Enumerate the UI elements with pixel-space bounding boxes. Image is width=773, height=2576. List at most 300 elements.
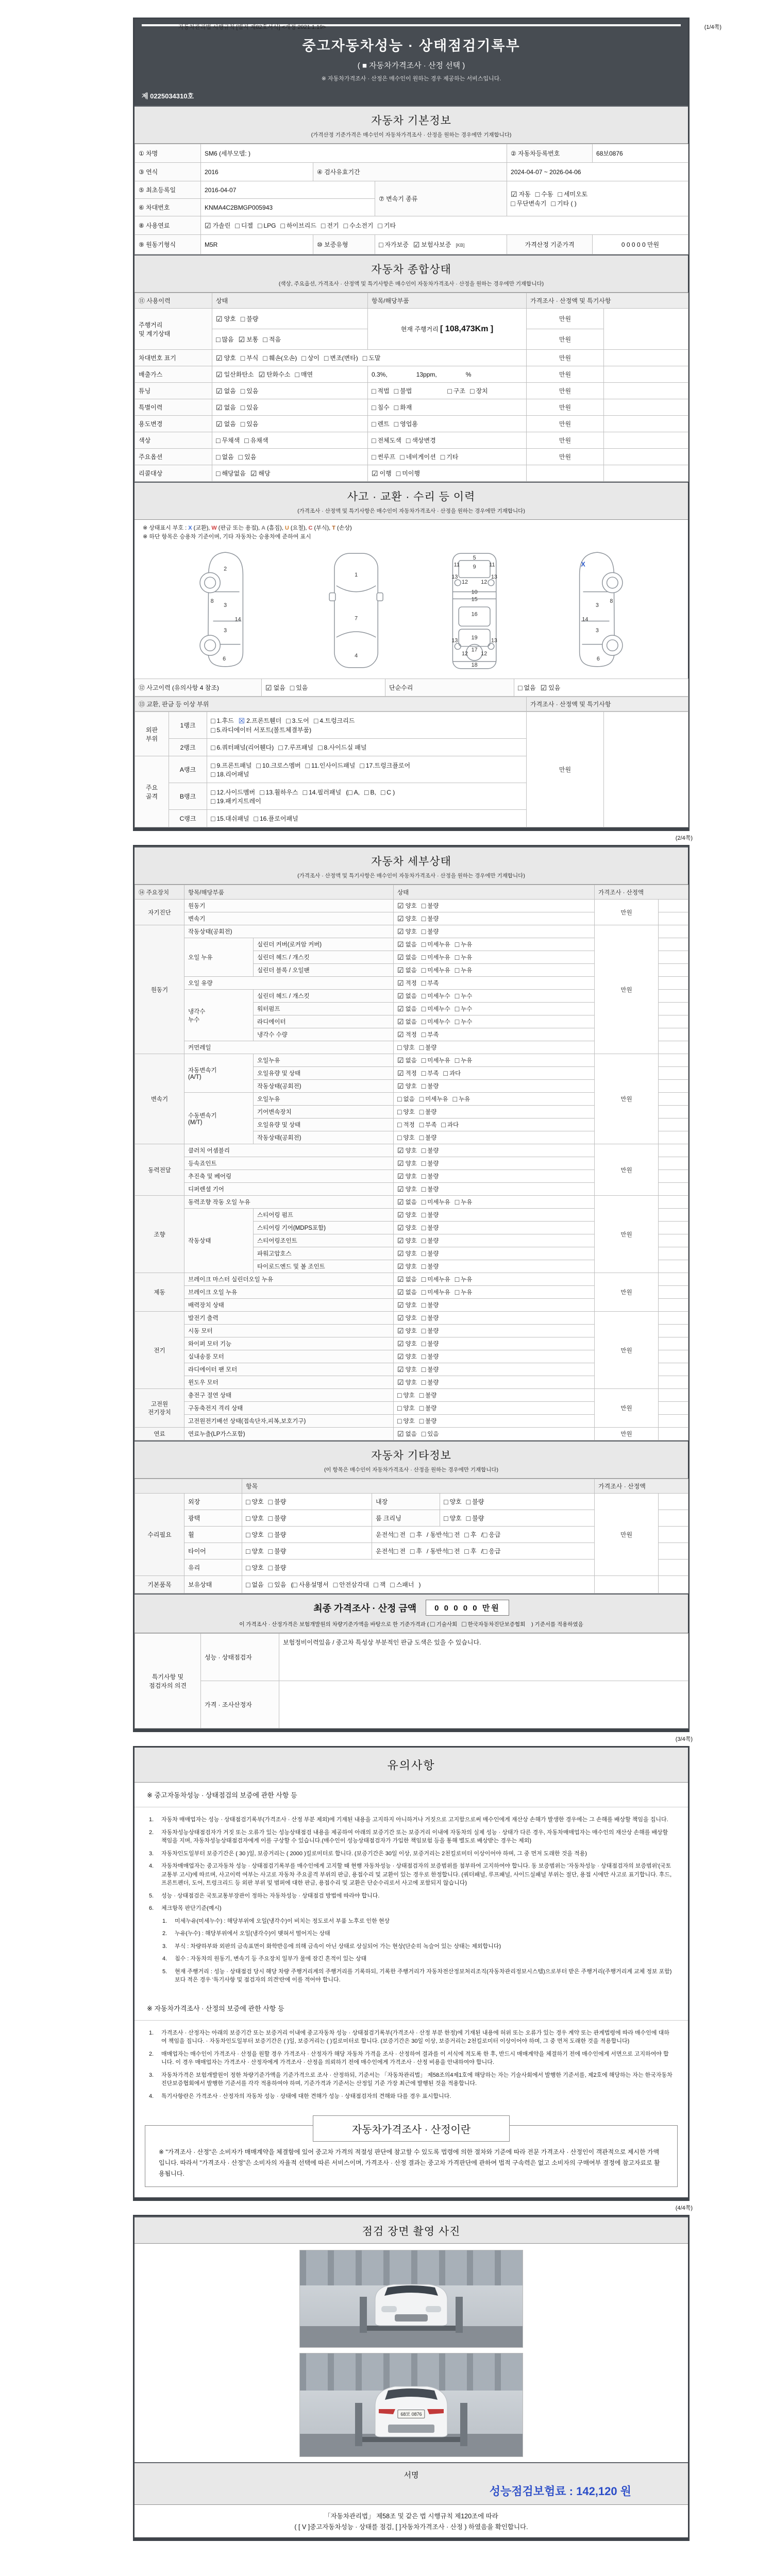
table-cell: 성능 · 상태점검자 [201, 1634, 279, 1681]
checkbox-unchecked[interactable]: □ 있음 [240, 419, 259, 428]
checkbox-checked[interactable]: ☑ 양호 [397, 1159, 417, 1167]
checkbox-checked[interactable]: ☑ 보험사보증 [413, 240, 451, 249]
checkbox-unchecked[interactable]: □ 스패너 [390, 1581, 414, 1589]
checkbox-unchecked[interactable]: □ 불량 [268, 1547, 287, 1555]
checkbox-unchecked[interactable]: □ 미세누유 [421, 953, 450, 961]
checkbox-unchecked[interactable]: □ 많음 [216, 335, 234, 344]
checkbox-unchecked[interactable]: □ 누수 [455, 1017, 473, 1026]
table-cell: 기어변속장치 [254, 1106, 394, 1118]
checkbox-unchecked[interactable]: □ 해당없음 [216, 469, 246, 478]
checkbox-unchecked[interactable]: □ 전 [448, 1531, 460, 1539]
checkbox-unchecked[interactable]: □ 자가보증 [379, 240, 409, 249]
checkbox-unchecked[interactable]: □ 불량 [268, 1564, 287, 1572]
checkbox-unchecked[interactable]: □ 썬루프 [372, 453, 396, 461]
checkbox-unchecked[interactable]: □ 양호 [397, 1391, 415, 1399]
text: / 동반석 [426, 1531, 448, 1538]
checkbox-glyph: □ [397, 1133, 402, 1142]
checkbox-unchecked[interactable]: □ 양호 [246, 1547, 264, 1555]
checkbox-unchecked[interactable]: □ 적법 [372, 387, 390, 395]
checkbox-glyph: □ [394, 420, 399, 428]
checkbox-checked[interactable]: ☑ 양호 [216, 353, 236, 362]
note-item [149, 1850, 674, 1858]
checkbox-unchecked[interactable]: □ 16.플로어패널 [254, 815, 298, 823]
checkbox-unchecked[interactable]: □ 전 [393, 1531, 406, 1539]
table-cell [394, 1299, 595, 1312]
checkbox-unchecked[interactable]: □ 13.휠하우스 [260, 788, 298, 796]
checkbox-unchecked[interactable]: □ 디젤 [235, 221, 253, 230]
note-text: 자동차매매업자는 중고자동차 성능 · 상태점검기록부를 매수인에게 고지할 때 현행 자동차성능 · 상태점검자의 보증범위를 첨부하여 고지하여야 합니다. 동 보증범위는 '자동차성능 · 상태점검자의 보증범위'(국토교통부 고시)에 따르며, 사고이력 여부는 사고로 자동차 주요골격 부위의 판금, 용접수리 및 교환이 있는 경우로 한정합니다. (쿼터패널, 루프패널, 사이드실패널 부위는 절단, 용접 시에만 사고로 표기합니다. 후드, 프론트펜더, 도어, 트렁크리드 등 외판 부위 및 범퍼에 대한 판금, 용접수리 및 교환은 단순수리로서 사고에 포함되지 않습니다) [161, 1863, 672, 1886]
checkbox-unchecked[interactable]: □ 누유 [455, 1197, 473, 1206]
note-item [149, 2029, 674, 2046]
checkbox-unchecked[interactable]: □ 불량 [421, 1184, 439, 1193]
table-row [135, 1389, 688, 1402]
checkbox-unchecked[interactable]: □ 12.사이드멤버 [211, 788, 256, 796]
checkbox-checked[interactable]: ☑ 양호 [397, 927, 417, 936]
checkbox-unchecked[interactable]: □ 불량 [421, 1159, 439, 1167]
checkbox-unchecked[interactable]: □ 9.프론트패널 [211, 761, 252, 770]
checkbox-unchecked[interactable]: □ 불량 [421, 1352, 439, 1361]
checkbox-unchecked[interactable]: □ 없음 [518, 683, 536, 692]
checkbox-unchecked[interactable]: □ 부족 [421, 1030, 439, 1039]
checkbox-unchecked[interactable]: □ 미세누유 [419, 1095, 448, 1103]
checkbox-unchecked[interactable]: □ 누유 [455, 940, 473, 948]
note-number: 5. [162, 1968, 167, 1975]
checkbox-checked[interactable]: ☑ 이행 [372, 469, 392, 478]
checkbox-unchecked[interactable]: □ 무채색 [216, 436, 240, 445]
checkbox-unchecked[interactable]: □ 유채색 [244, 436, 268, 445]
checkbox-unchecked[interactable]: □ 19.패키지트레이 [211, 796, 261, 805]
table-row [135, 1312, 688, 1325]
checkbox-glyph: □ [421, 965, 426, 974]
checkbox-unchecked[interactable]: □ 불량 [421, 1236, 439, 1245]
checkbox-unchecked[interactable]: □ 불량 [421, 1300, 439, 1309]
diagram-part-number: 3 [595, 628, 599, 634]
checkbox-unchecked[interactable]: □ 후 [410, 1531, 422, 1539]
checkbox-unchecked[interactable]: □ 불량 [421, 1313, 439, 1322]
checkbox-glyph: □ [293, 1581, 297, 1589]
checkbox-unchecked[interactable]: □ 구조 [447, 387, 465, 395]
notes-list-1 [135, 1807, 688, 1996]
checkbox-unchecked[interactable]: □ 불량 [421, 901, 439, 910]
checkbox-unchecked[interactable]: □ 전 [393, 1547, 406, 1555]
checkbox-unchecked[interactable]: □ 미세누유 [421, 1197, 450, 1206]
checkbox-unchecked[interactable]: □ 14.필러패널 [303, 788, 342, 796]
text: (교환), [192, 525, 212, 531]
checkbox-glyph: □ [421, 1081, 426, 1090]
checkbox-glyph: □ [421, 1223, 426, 1232]
checkbox-unchecked[interactable]: □ 무단변속기 [511, 199, 547, 208]
note-subitem [162, 1942, 674, 1951]
table-cell: 파워고압호스 [254, 1247, 394, 1260]
checkbox-checked[interactable]: ☑ 양호 [397, 1352, 417, 1361]
checkbox-unchecked[interactable]: □ 불량 [419, 1133, 437, 1142]
table-cell [368, 449, 527, 465]
table-cell [368, 416, 527, 432]
checkbox-checked[interactable]: ☑ 양호 [397, 914, 417, 923]
checkbox-unchecked[interactable]: □ 적정 [397, 1121, 415, 1129]
checkbox-unchecked[interactable]: □ 있음 [290, 683, 308, 692]
checkbox-unchecked[interactable]: □ 없음 [216, 453, 234, 461]
checkbox-unchecked[interactable]: □ 미세누유 [421, 1056, 450, 1064]
table-cell: 휠 [184, 1527, 242, 1543]
checkbox-unchecked[interactable]: □ 기타 [440, 453, 459, 461]
checkbox-unchecked[interactable]: □ 과다 [443, 1069, 461, 1077]
page-4 [133, 2215, 690, 2541]
page-marker-4: (4/4쪽) [675, 2205, 693, 2211]
table-cell [394, 912, 595, 925]
checkbox-checked[interactable]: ☑ 양호 [397, 1184, 417, 1193]
checkbox-unchecked[interactable]: □ 수동 [535, 190, 553, 198]
checkbox-unchecked[interactable]: □ 도말 [362, 353, 381, 362]
checkbox-unchecked[interactable]: □ 사용설명서 [293, 1581, 329, 1589]
checkbox-glyph: □ [535, 190, 540, 198]
checkbox-checked[interactable]: ☑ 없음 [397, 940, 417, 948]
checkbox-unchecked[interactable]: □ LPG [258, 221, 276, 230]
checkbox-unchecked[interactable]: □ 변조(변타) [324, 353, 358, 362]
text: ( [291, 1581, 293, 1588]
table-cell [659, 1080, 688, 1093]
table-cell [394, 1093, 595, 1106]
table-cell [212, 383, 368, 399]
inspection-photo-rear [299, 2353, 523, 2457]
checkbox-unchecked[interactable]: □ 응급 [482, 1547, 501, 1555]
checkbox-unchecked[interactable]: □ 적음 [263, 335, 281, 344]
checkbox-unchecked[interactable]: □ 양호 [397, 1417, 415, 1425]
checkbox-unchecked[interactable]: □ 후 [464, 1531, 477, 1539]
checkbox-checked[interactable]: ☑ 양호 [397, 1339, 417, 1348]
checkbox-unchecked[interactable]: □ 불량 [421, 927, 439, 936]
checkbox-unchecked[interactable]: □ 양호 [246, 1498, 264, 1506]
checkbox-checked[interactable]: ☑ 적정 [397, 1030, 417, 1039]
checkbox-unchecked[interactable]: □ 응급 [482, 1531, 501, 1539]
checkbox-checked[interactable]: ☑ 보통 [238, 335, 259, 344]
section-title: 사고 · 교환 · 수리 등 이력 [347, 491, 476, 503]
checkbox-unchecked[interactable]: □ B, [364, 788, 376, 796]
table-cell: C랭크 [169, 810, 207, 827]
checkbox-glyph: ☑ [397, 1081, 404, 1090]
checkbox-unchecked[interactable]: □ 미세누수 [421, 1004, 450, 1013]
checkbox-unchecked[interactable]: □ A, [348, 788, 360, 796]
checkbox-unchecked[interactable]: □ 누유 [455, 1287, 473, 1296]
checkbox-unchecked[interactable]: □ 있음 [240, 403, 259, 412]
table-cell [394, 977, 595, 990]
table-cell [659, 1273, 688, 1286]
checkbox-checked[interactable]: ☑ 양호 [397, 1365, 417, 1374]
table-cell [604, 350, 688, 366]
checkbox-checked[interactable]: ☑ 가솔린 [205, 221, 231, 230]
checkbox-unchecked[interactable]: □ 후 [464, 1547, 477, 1555]
checkbox-checked[interactable]: ☑ 적정 [397, 1069, 417, 1077]
checkbox-checked[interactable]: ☑ 양호 [216, 314, 236, 323]
checkbox-unchecked[interactable]: □ 렌트 [372, 420, 390, 428]
checkbox-checked[interactable]: ☑ 적정 [397, 978, 417, 987]
checkbox-unchecked[interactable]: □ 부족 [419, 1121, 437, 1129]
table-cell: 오일 유량 [184, 977, 394, 990]
checkbox-checked[interactable]: ☑ 양호 [397, 1146, 417, 1155]
checkbox-checked[interactable]: ☑ 없음 [216, 386, 236, 395]
checkbox-unchecked[interactable]: □ 미세누유 [421, 965, 450, 974]
checkbox-unchecked[interactable]: □ 불량 [419, 1108, 437, 1116]
table-cell [659, 912, 688, 925]
checkbox-unchecked[interactable]: □ 하이브리드 [280, 221, 316, 230]
checkbox-unchecked[interactable]: □ 불량 [421, 914, 439, 923]
checkbox-unchecked[interactable]: □ 15.대쉬패널 [211, 815, 249, 823]
basic-info-table [135, 144, 688, 255]
table-cell [394, 1389, 595, 1402]
checkbox-unchecked[interactable]: □ 미세누유 [421, 1275, 450, 1283]
checkbox-glyph: ☒ [238, 717, 245, 725]
checkbox-glyph: ☑ [397, 1339, 404, 1348]
checkbox-unchecked[interactable]: □ 불량 [421, 1081, 439, 1090]
table-cell: 리콜대상 [135, 465, 212, 482]
checkbox-unchecked[interactable]: □ 양호 [397, 1043, 415, 1052]
diagram-part-number: 14 [234, 616, 241, 623]
checkbox-unchecked[interactable]: □ 전체도색 [372, 436, 401, 445]
checkbox-glyph: □ [419, 1121, 424, 1129]
checkbox-unchecked[interactable]: □ 없음 [397, 1095, 415, 1103]
checkbox-unchecked[interactable]: □ 양호 [444, 1514, 462, 1522]
table-cell [527, 465, 604, 482]
checkbox-glyph: □ [421, 940, 426, 948]
checkbox-unchecked[interactable]: □ 불량 [268, 1531, 287, 1539]
checkbox-unchecked[interactable]: □ 불량 [421, 1249, 439, 1258]
checkbox-unchecked[interactable]: □ 네비게이션 [400, 453, 436, 461]
checkbox-unchecked[interactable]: □ 불량 [421, 1326, 439, 1335]
checkbox-unchecked[interactable]: □ 미세누유 [421, 1287, 450, 1296]
checkbox-checked[interactable]: ☑ 양호 [397, 1081, 417, 1090]
checkbox-checked[interactable]: ☑ 없음 [397, 965, 417, 974]
table-cell: 커먼레일 [184, 1041, 394, 1054]
checkbox-unchecked[interactable]: □ 불량 [421, 1378, 439, 1386]
checkbox-unchecked[interactable]: □ 있음 [268, 1581, 287, 1589]
checkbox-unchecked[interactable]: □ 미세누수 [421, 991, 450, 1000]
checkbox-unchecked[interactable]: □ 전기 [321, 221, 339, 230]
table-cell: 발전기 출력 [184, 1312, 394, 1325]
checkbox-checked[interactable]: ☑ 해당 [250, 469, 271, 478]
checkbox-unchecked[interactable]: □ 영업용 [394, 420, 418, 428]
checkbox-unchecked[interactable]: □ 부식 [240, 353, 259, 362]
checkbox-unchecked[interactable]: □ 안전삼각대 [333, 1581, 369, 1589]
checkbox-unchecked[interactable]: □ 전 [448, 1547, 460, 1555]
checkbox-glyph: □ [394, 387, 399, 395]
table-cell [659, 1510, 688, 1527]
checkbox-unchecked[interactable]: □ 색상변경 [406, 436, 436, 445]
checkbox-unchecked[interactable]: □ 3.도어 [286, 717, 309, 725]
checkbox-checked[interactable]: ☑ 있음 [540, 683, 561, 692]
checkbox-glyph: □ [268, 1531, 273, 1539]
checkbox-unchecked[interactable]: □ 누유 [455, 1056, 473, 1064]
checkbox-unchecked[interactable]: □ 수소전기 [343, 221, 374, 230]
checkbox-unchecked[interactable]: □ 17.트렁크플로어 [360, 761, 411, 770]
checkbox-unchecked[interactable]: □ 양호 [397, 1404, 415, 1412]
checkbox-unchecked[interactable]: □ 있음 [238, 453, 257, 461]
checkbox-unchecked[interactable]: □ 훼손(오손) [263, 353, 297, 362]
checkbox-checked[interactable]: ☑ 탄화수소 [258, 370, 291, 379]
checkbox-checked[interactable]: ☑ 일산화탄소 [216, 370, 254, 379]
checkbox-unchecked[interactable]: □ 상이 [301, 353, 320, 362]
checkbox-checked[interactable]: ☑ 없음 [397, 1017, 417, 1026]
table-cell: ⑧ 사용연료 [135, 216, 201, 235]
checkbox-checked[interactable]: ☑ 양호 [397, 901, 417, 910]
checkbox-unchecked[interactable]: □ 기타 [378, 221, 396, 230]
checkbox-checked[interactable]: ☑ 양호 [397, 1236, 417, 1245]
checkbox-unchecked[interactable]: □ 10.크로스멤버 [256, 761, 301, 770]
checkbox-checked[interactable]: ☑ 양호 [397, 1326, 417, 1335]
checkbox-checked[interactable]: ☑ 없음 [397, 1197, 417, 1206]
checkbox-unchecked[interactable]: □ 매연 [295, 370, 313, 379]
checkbox-unchecked[interactable]: □ 5.라디에이터 서포트(볼트체결부품) [211, 726, 312, 734]
checkbox-unchecked[interactable]: □ 장치 [469, 387, 488, 395]
table-row [135, 712, 688, 739]
table-cell: 만원 [595, 900, 659, 925]
checkbox-unchecked[interactable]: □ 불량 [419, 1404, 437, 1412]
checkbox-checked[interactable]: ☑ 없음 [216, 419, 236, 428]
checkbox-unchecked[interactable]: □ 세미오토 [558, 190, 588, 198]
checkbox-unchecked[interactable]: □ 불량 [421, 1172, 439, 1180]
checkbox-glyph: □ [400, 453, 405, 461]
checkbox-unchecked[interactable]: □ 불량 [419, 1417, 437, 1425]
checkbox-unchecked[interactable]: □ 한국자동차진단보증협회 [462, 1620, 526, 1628]
table-cell [659, 1350, 688, 1363]
car-front-illustration [355, 2276, 468, 2338]
table-cell [394, 1363, 595, 1376]
checkbox-unchecked[interactable]: □ 불량 [466, 1498, 484, 1506]
checkbox-checked[interactable]: ☑ 없음 [216, 403, 236, 412]
checkbox-checked[interactable]: ☑ 자동 [511, 190, 531, 198]
checkbox-unchecked[interactable]: □ 침수 [372, 403, 390, 412]
checkbox-unchecked[interactable]: □ 불량 [421, 1365, 439, 1374]
checkbox-unchecked[interactable]: □ 누수 [455, 991, 473, 1000]
checkbox-unchecked[interactable]: □ 양호 [246, 1514, 264, 1522]
checkbox-unchecked[interactable]: □ 누유 [455, 965, 473, 974]
checkbox-unchecked[interactable]: □ 불량 [240, 314, 259, 323]
table-cell [604, 712, 688, 827]
checkbox-checked[interactable]: ☑ 양호 [397, 1300, 417, 1309]
checkbox-glyph: ☑ [397, 927, 404, 936]
table-cell: ⑬ 교환, 판금 등 이상 부위 [135, 697, 527, 711]
checkbox-glyph: □ [263, 353, 267, 362]
checkbox-unchecked[interactable]: □ C ) [380, 788, 395, 796]
diagram-part-number: 16 [471, 611, 478, 618]
checkbox-unchecked[interactable]: □ 8.사이드실 패널 [318, 743, 367, 752]
checkbox-unchecked[interactable]: □ 불법 [394, 387, 412, 395]
checkbox-x-marked[interactable]: ☒ 2.프론트휀더 [238, 717, 282, 725]
checkbox-checked[interactable]: ☑ 없음 [397, 1287, 417, 1296]
note-text: 미세누유(미세누수) : 해당부위에 오일(냉각수)이 비치는 정도로서 부품 노후로 인한 현상 [175, 1918, 390, 1924]
table-cell [659, 1363, 688, 1376]
checkbox-unchecked[interactable]: □ 1.후드 [211, 717, 234, 725]
checkbox-unchecked[interactable]: □ 기타 ( ) [551, 199, 577, 208]
table-cell [212, 309, 368, 329]
checkbox-checked[interactable]: ☑ 없음 [397, 1004, 417, 1013]
checkbox-checked[interactable]: ☑ 양호 [397, 1210, 417, 1219]
checkbox-checked[interactable]: ☑ 없음 [397, 953, 417, 961]
checkbox-unchecked[interactable]: □ 6.쿼터패널(리어휀다) [211, 743, 274, 752]
checkbox-unchecked[interactable]: □ 없음 [246, 1581, 264, 1589]
checkbox-unchecked[interactable]: □ 부족 [421, 1069, 439, 1077]
checkbox-unchecked[interactable]: □ 잭 [374, 1581, 386, 1589]
checkbox-unchecked[interactable]: □ 미세누유 [421, 940, 450, 948]
checkbox-checked[interactable]: ☑ 양호 [397, 1313, 417, 1322]
checkbox-unchecked[interactable]: □ 누유 [452, 1095, 470, 1103]
info-box-body: ※ "가격조사 · 산정"은 소비자가 매매계약을 체결함에 있어 중고차 가격의 적절성 판단에 참고할 수 있도록 법령에 의한 절차와 기준에 따라 전문 가격조사 · 산정인이 객관적으로 제시한 가액입니다. 따라서 "가격조사 · 산정"은 소비자의 자율적 선택에 따른 서비스이며, 가격조사 · 산정 결과는 중고차 가격판단에 관하여 법적 구속력은 없고 소비자의 구매여부 결정에 참고자료로 활용됩니다. [159, 2148, 660, 2177]
table-cell [368, 366, 527, 383]
table-cell [659, 1054, 688, 1067]
checkbox-glyph: ☑ [397, 1197, 404, 1206]
checkbox-unchecked[interactable]: □ 불량 [421, 1146, 439, 1155]
checkbox-unchecked[interactable]: □ 불량 [421, 1210, 439, 1219]
table-cell: 만원 [527, 432, 604, 449]
checkbox-unchecked[interactable]: □ 불량 [268, 1498, 287, 1506]
checkbox-checked[interactable]: ☑ 없음 [397, 1275, 417, 1283]
checkbox-unchecked[interactable]: □ 누유 [455, 953, 473, 961]
checkbox-checked[interactable]: ☑ 양호 [397, 1262, 417, 1270]
checkbox-unchecked[interactable]: □ 과다 [441, 1121, 459, 1129]
checkbox-unchecked[interactable]: □ 양호 [444, 1498, 462, 1506]
checkbox-unchecked[interactable]: □ 화재 [394, 403, 412, 412]
table-cell [659, 900, 688, 912]
checkbox-unchecked[interactable]: □ 있음 [240, 386, 259, 395]
checkbox-unchecked[interactable]: □ 11.인사이드패널 [305, 761, 356, 770]
table-cell: 스티어링 기어(MDPS포함) [254, 1222, 394, 1234]
checkbox-unchecked[interactable]: □ 불량 [421, 1339, 439, 1348]
table-cell [659, 1560, 688, 1576]
info-box-title: 자동차가격조사 · 산정이란 [313, 2115, 510, 2142]
checkbox-checked[interactable]: ☑ 없음 [397, 1056, 417, 1064]
checkbox-unchecked[interactable]: □ 양호 [397, 1108, 415, 1116]
checkbox-unchecked[interactable]: □ 부족 [421, 978, 439, 987]
checkbox-unchecked[interactable]: □ 불량 [419, 1043, 437, 1052]
checkbox-glyph: □ [254, 815, 258, 823]
checkbox-checked[interactable]: ☑ 없음 [265, 683, 285, 692]
checkbox-unchecked[interactable]: □ 불량 [466, 1514, 484, 1522]
checkbox-unchecked[interactable]: □ 누유 [455, 1275, 473, 1283]
checkbox-checked[interactable]: ☑ 양호 [397, 1249, 417, 1258]
checkbox-checked[interactable]: ☑ 양호 [397, 1378, 417, 1386]
table-cell [394, 1350, 595, 1363]
checkbox-unchecked[interactable]: □ 불량 [268, 1514, 287, 1522]
checkbox-unchecked[interactable]: □ 불량 [421, 1223, 439, 1232]
checkbox-unchecked[interactable]: □ 후 [410, 1547, 422, 1555]
checkbox-glyph: □ [455, 965, 460, 974]
table-row [135, 697, 688, 711]
checkbox-checked[interactable]: ☑ 양호 [397, 1172, 417, 1180]
table-cell [207, 783, 527, 810]
checkbox-glyph: □ [482, 1531, 488, 1539]
table-cell: 기본품목 [135, 1576, 184, 1594]
checkbox-unchecked[interactable]: □ 양호 [246, 1531, 264, 1539]
checkbox-unchecked[interactable]: □ 불량 [419, 1391, 437, 1399]
checkbox-unchecked[interactable]: □ 양호 [397, 1133, 415, 1142]
table-cell [368, 383, 527, 399]
checkbox-unchecked[interactable]: □ 7.루프패널 [278, 743, 314, 752]
checkbox-checked[interactable]: ☑ 없음 [397, 991, 417, 1000]
checkbox-unchecked[interactable]: □ 4.트렁크리드 [313, 717, 355, 725]
text: X [188, 525, 192, 531]
checkbox-unchecked[interactable]: □ 불량 [421, 1262, 439, 1270]
diagram-part-number: 2 [224, 566, 227, 572]
checkbox-unchecked[interactable]: □ 양호 [246, 1564, 264, 1572]
checkbox-unchecked[interactable]: □ 있음 [421, 1429, 439, 1438]
table-cell: 주행거리 및 계기상태 [135, 309, 212, 350]
checkbox-unchecked[interactable]: □ 18.리어패널 [211, 770, 249, 778]
checkbox-unchecked[interactable]: □ 미이행 [396, 469, 420, 478]
checkbox-unchecked[interactable]: □ 누수 [455, 1004, 473, 1013]
checkbox-unchecked[interactable]: □ 기술사회 [430, 1620, 458, 1628]
checkbox-checked[interactable]: ☑ 없음 [397, 1429, 417, 1438]
checkbox-checked[interactable]: ☑ 양호 [397, 1223, 417, 1232]
checkbox-unchecked[interactable]: □ 미세누수 [421, 1017, 450, 1026]
